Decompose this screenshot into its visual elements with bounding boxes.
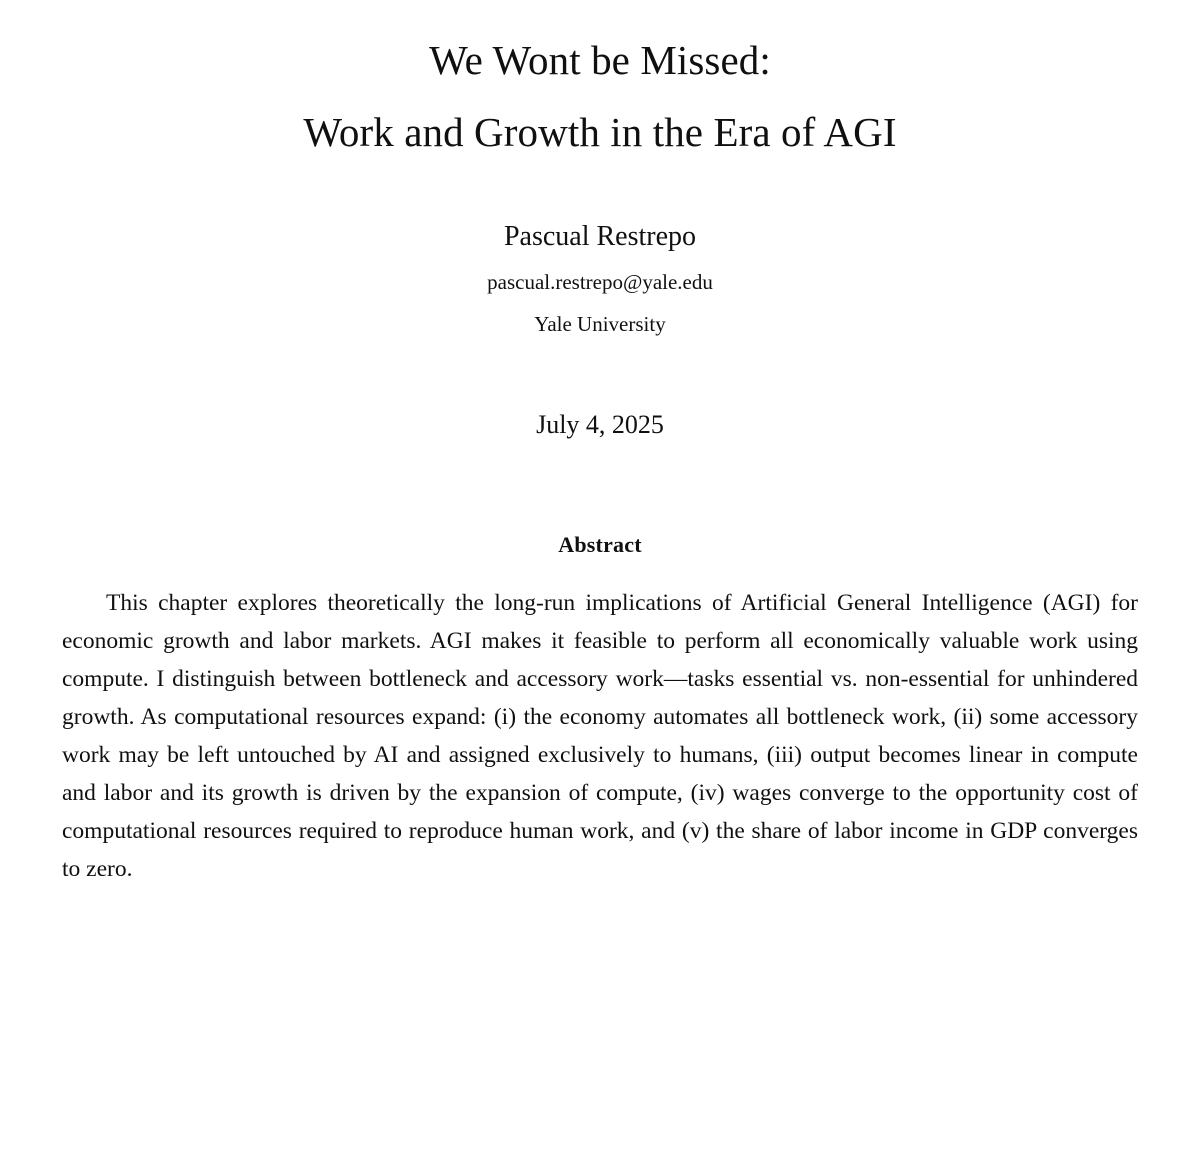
paper-title-line-1: We Wont be Missed:: [429, 37, 771, 83]
title-block: [60, 0, 1140, 159]
abstract-heading: Abstract: [558, 531, 642, 557]
abstract-text: This chapter explores theoretically the long-run implications of Artificial General Intelligence (AGI) for economic growth and labor markets. AGI makes it feasible to perform all economically valuable work using compute. I distinguish between bottleneck and accessory work—tasks essential vs. non-essential for unhindered growth. As computational resources expand: (i) the economy automates all bottleneck work, (ii) some accessory work may be left untouched by AI and assigned exclusively to humans, (iii) output becomes linear in compute and labor and its growth is driven by the expansion of compute, (iv) wages converge to the opportunity cost of computational resources required to reproduce human work, and (v) the share of labor income in GDP converges to zero.: [62, 589, 1138, 883]
paper-date: July 4, 2025: [536, 409, 664, 439]
paper-title-line-2: Work and Growth in the Era of AGI: [303, 109, 897, 156]
author-name: Pascual Restrepo: [503, 220, 697, 252]
author-block: [60, 219, 1140, 338]
author-affiliation: Yale University: [534, 311, 666, 336]
author-email[interactable]: pascual.restrepo@yale.edu: [487, 270, 713, 295]
